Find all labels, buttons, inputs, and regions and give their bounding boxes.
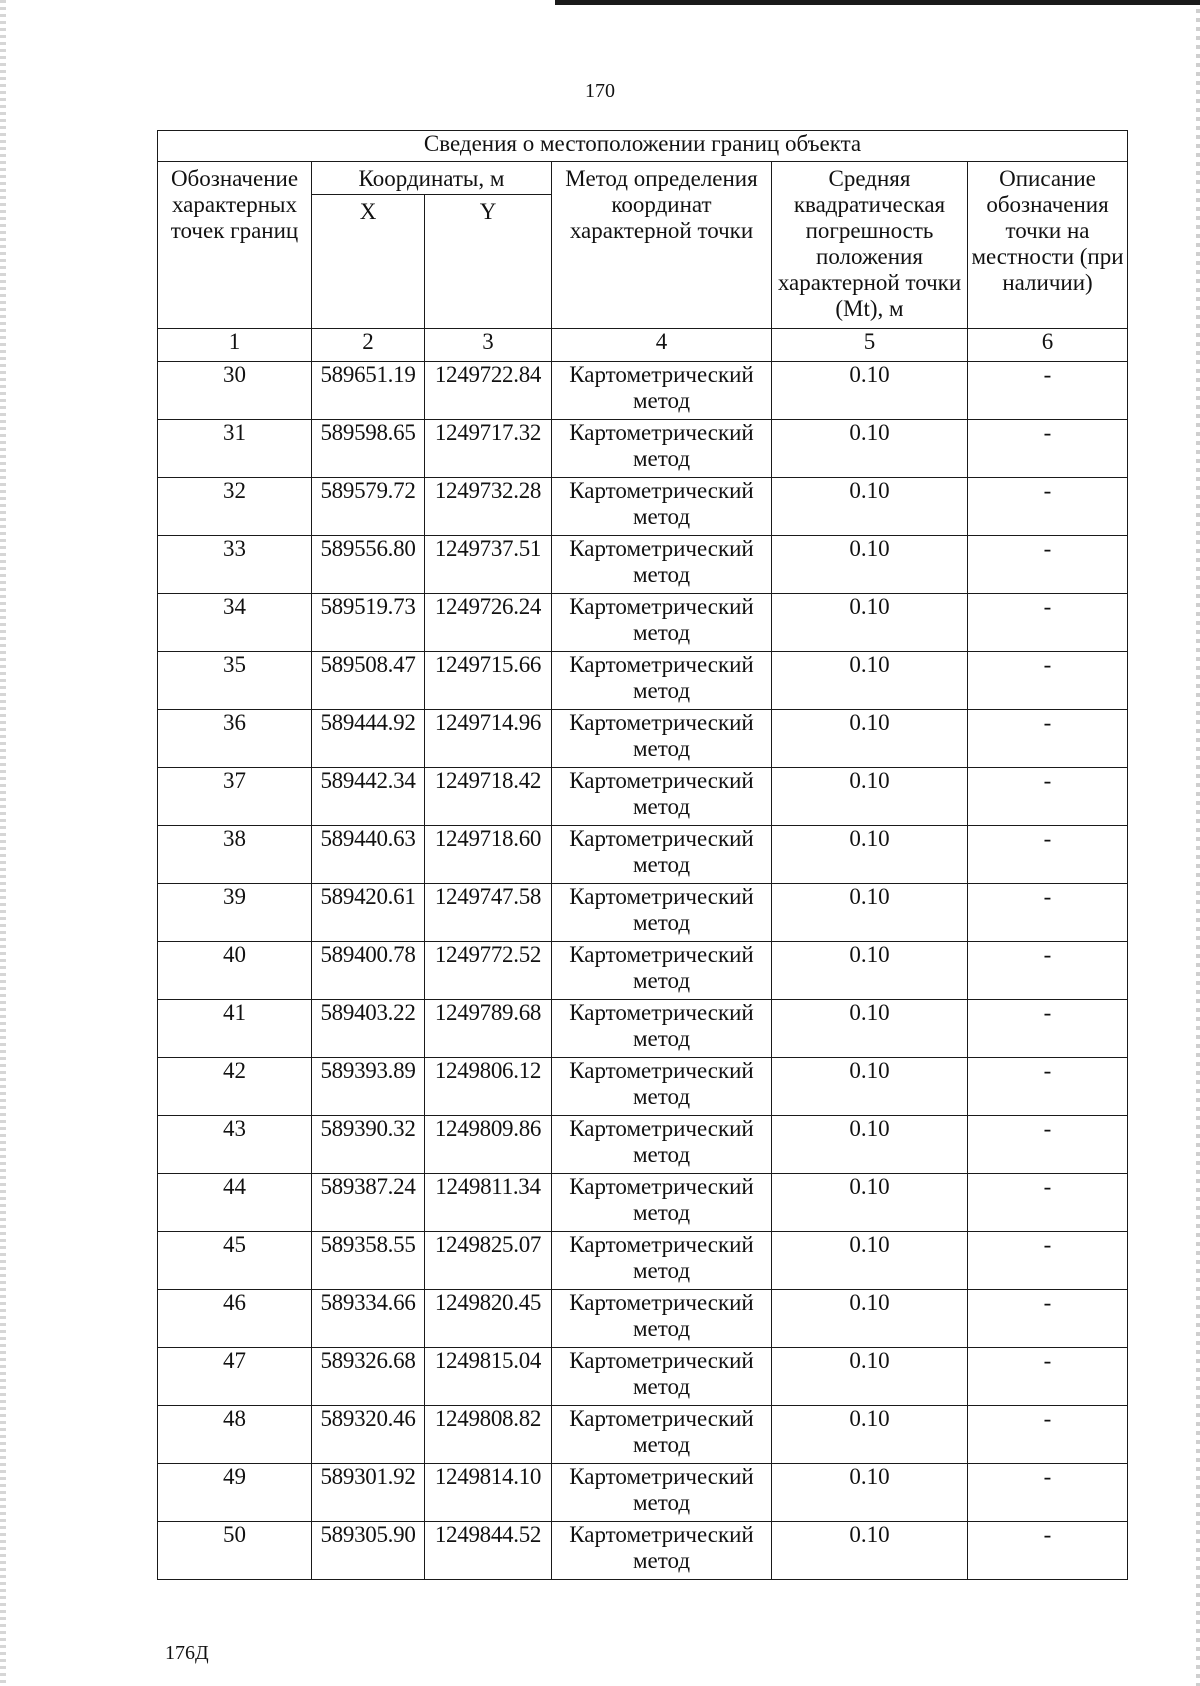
cell-description: - <box>968 826 1128 884</box>
cell-error: 0.10 <box>772 1406 968 1464</box>
cell-y: 1249718.60 <box>425 826 552 884</box>
header-x: X <box>312 195 425 329</box>
table-row <box>158 826 1128 884</box>
cell-x: 589400.78 <box>312 942 425 1000</box>
cell-x: 589334.66 <box>312 1290 425 1348</box>
cell-point: 46 <box>158 1290 312 1348</box>
cell-error: 0.10 <box>772 594 968 652</box>
column-number: 5 <box>772 329 968 362</box>
cell-x: 589519.73 <box>312 594 425 652</box>
cell-point: 40 <box>158 942 312 1000</box>
cell-point: 32 <box>158 478 312 536</box>
cell-y: 1249844.52 <box>425 1522 552 1580</box>
table-row <box>158 478 1128 536</box>
table-row <box>158 1406 1128 1464</box>
cell-y: 1249726.24 <box>425 594 552 652</box>
table-row <box>158 1174 1128 1232</box>
cell-error: 0.10 <box>772 710 968 768</box>
cell-method: Картометрический метод <box>552 362 772 420</box>
cell-point: 38 <box>158 826 312 884</box>
table-row <box>158 652 1128 710</box>
cell-method: Картометрический метод <box>552 1348 772 1406</box>
cell-y: 1249808.82 <box>425 1406 552 1464</box>
header-y: Y <box>425 195 552 329</box>
table-row <box>158 1348 1128 1406</box>
cell-point: 41 <box>158 1000 312 1058</box>
cell-error: 0.10 <box>772 884 968 942</box>
cell-error: 0.10 <box>772 1058 968 1116</box>
cell-y: 1249814.10 <box>425 1464 552 1522</box>
cell-method: Картометрический метод <box>552 1522 772 1580</box>
cell-description: - <box>968 1406 1128 1464</box>
cell-y: 1249789.68 <box>425 1000 552 1058</box>
table-row <box>158 710 1128 768</box>
cell-method: Картометрический метод <box>552 1464 772 1522</box>
cell-point: 39 <box>158 884 312 942</box>
cell-method: Картометрический метод <box>552 710 772 768</box>
cell-error: 0.10 <box>772 1000 968 1058</box>
cell-error: 0.10 <box>772 1522 968 1580</box>
cell-method: Картометрический метод <box>552 1116 772 1174</box>
cell-point: 47 <box>158 1348 312 1406</box>
cell-y: 1249825.07 <box>425 1232 552 1290</box>
cell-point: 44 <box>158 1174 312 1232</box>
cell-method: Картометрический метод <box>552 826 772 884</box>
cell-y: 1249732.28 <box>425 478 552 536</box>
column-number-row <box>158 329 1128 362</box>
cell-point: 49 <box>158 1464 312 1522</box>
cell-description: - <box>968 1464 1128 1522</box>
cell-x: 589393.89 <box>312 1058 425 1116</box>
column-number: 3 <box>425 329 552 362</box>
cell-x: 589442.34 <box>312 768 425 826</box>
cell-method: Картометрический метод <box>552 1058 772 1116</box>
cell-x: 589508.47 <box>312 652 425 710</box>
cell-description: - <box>968 1232 1128 1290</box>
cell-point: 30 <box>158 362 312 420</box>
cell-description: - <box>968 1522 1128 1580</box>
cell-y: 1249747.58 <box>425 884 552 942</box>
page-number: 170 <box>585 80 615 102</box>
cell-description: - <box>968 1000 1128 1058</box>
table-row <box>158 594 1128 652</box>
cell-y: 1249717.32 <box>425 420 552 478</box>
cell-error: 0.10 <box>772 1116 968 1174</box>
cell-error: 0.10 <box>772 1290 968 1348</box>
table-row <box>158 1000 1128 1058</box>
cell-description: - <box>968 884 1128 942</box>
cell-description: - <box>968 1116 1128 1174</box>
table-row <box>158 420 1128 478</box>
cell-y: 1249809.86 <box>425 1116 552 1174</box>
column-number: 6 <box>968 329 1128 362</box>
cell-method: Картометрический метод <box>552 478 772 536</box>
cell-point: 42 <box>158 1058 312 1116</box>
cell-description: - <box>968 594 1128 652</box>
cell-y: 1249820.45 <box>425 1290 552 1348</box>
header-point: Обозначение характерных точек границ <box>158 162 312 329</box>
cell-description: - <box>968 1290 1128 1348</box>
cell-x: 589320.46 <box>312 1406 425 1464</box>
cell-y: 1249718.42 <box>425 768 552 826</box>
cell-point: 45 <box>158 1232 312 1290</box>
cell-description: - <box>968 1058 1128 1116</box>
cell-error: 0.10 <box>772 1464 968 1522</box>
cell-y: 1249811.34 <box>425 1174 552 1232</box>
cell-error: 0.10 <box>772 536 968 594</box>
cell-error: 0.10 <box>772 1174 968 1232</box>
cell-method: Картометрический метод <box>552 1000 772 1058</box>
header-method: Метод определения координат характерной точки <box>552 162 772 329</box>
column-number: 1 <box>158 329 312 362</box>
table-body <box>158 362 1128 1580</box>
cell-method: Картометрический метод <box>552 1290 772 1348</box>
cell-error: 0.10 <box>772 1348 968 1406</box>
cell-y: 1249737.51 <box>425 536 552 594</box>
table-title: Сведения о местоположении границ объекта <box>158 131 1128 162</box>
cell-y: 1249714.96 <box>425 710 552 768</box>
cell-description: - <box>968 420 1128 478</box>
cell-method: Картометрический метод <box>552 420 772 478</box>
cell-x: 589403.22 <box>312 1000 425 1058</box>
cell-y: 1249772.52 <box>425 942 552 1000</box>
cell-method: Картометрический метод <box>552 1406 772 1464</box>
cell-method: Картометрический метод <box>552 768 772 826</box>
cell-error: 0.10 <box>772 1232 968 1290</box>
cell-point: 37 <box>158 768 312 826</box>
cell-error: 0.10 <box>772 362 968 420</box>
table-row <box>158 1464 1128 1522</box>
header-description: Описание обозначения точки на местности (при наличии) <box>968 162 1128 329</box>
cell-point: 48 <box>158 1406 312 1464</box>
table-row <box>158 884 1128 942</box>
header-coords: Координаты, м <box>312 162 552 195</box>
boundary-coordinates-table <box>157 130 1128 1580</box>
table-row <box>158 1290 1128 1348</box>
cell-description: - <box>968 362 1128 420</box>
cell-x: 589579.72 <box>312 478 425 536</box>
table-row <box>158 536 1128 594</box>
cell-description: - <box>968 536 1128 594</box>
cell-method: Картометрический метод <box>552 884 772 942</box>
cell-point: 43 <box>158 1116 312 1174</box>
cell-description: - <box>968 652 1128 710</box>
column-number: 4 <box>552 329 772 362</box>
table-row <box>158 1522 1128 1580</box>
cell-y: 1249722.84 <box>425 362 552 420</box>
cell-method: Картометрический метод <box>552 536 772 594</box>
cell-x: 589556.80 <box>312 536 425 594</box>
cell-x: 589326.68 <box>312 1348 425 1406</box>
cell-y: 1249815.04 <box>425 1348 552 1406</box>
cell-point: 36 <box>158 710 312 768</box>
cell-description: - <box>968 1348 1128 1406</box>
table-row <box>158 942 1128 1000</box>
cell-point: 31 <box>158 420 312 478</box>
cell-method: Картометрический метод <box>552 942 772 1000</box>
cell-method: Картометрический метод <box>552 594 772 652</box>
table-row <box>158 1232 1128 1290</box>
cell-description: - <box>968 768 1128 826</box>
cell-error: 0.10 <box>772 826 968 884</box>
cell-description: - <box>968 710 1128 768</box>
table-row <box>158 1058 1128 1116</box>
cell-x: 589387.24 <box>312 1174 425 1232</box>
cell-y: 1249806.12 <box>425 1058 552 1116</box>
cell-point: 35 <box>158 652 312 710</box>
cell-x: 589358.55 <box>312 1232 425 1290</box>
cell-point: 50 <box>158 1522 312 1580</box>
cell-x: 589651.19 <box>312 362 425 420</box>
cell-method: Картометрический метод <box>552 1232 772 1290</box>
cell-error: 0.10 <box>772 420 968 478</box>
cell-x: 589305.90 <box>312 1522 425 1580</box>
scan-edge-left <box>0 0 6 1686</box>
table-row <box>158 768 1128 826</box>
table-row <box>158 1116 1128 1174</box>
cell-error: 0.10 <box>772 942 968 1000</box>
cell-method: Картометрический метод <box>552 1174 772 1232</box>
scan-bar-top <box>555 0 1200 5</box>
cell-y: 1249715.66 <box>425 652 552 710</box>
cell-x: 589390.32 <box>312 1116 425 1174</box>
scan-edge-right <box>1196 0 1200 1686</box>
cell-point: 33 <box>158 536 312 594</box>
cell-x: 589598.65 <box>312 420 425 478</box>
cell-error: 0.10 <box>772 768 968 826</box>
cell-method: Картометрический метод <box>552 652 772 710</box>
column-number: 2 <box>312 329 425 362</box>
cell-description: - <box>968 1174 1128 1232</box>
cell-x: 589420.61 <box>312 884 425 942</box>
table-row <box>158 362 1128 420</box>
cell-description: - <box>968 942 1128 1000</box>
header-error: Средняя квадратическая погрешность положения характерной точки (Mt), м <box>772 162 968 329</box>
cell-description: - <box>968 478 1128 536</box>
cell-x: 589440.63 <box>312 826 425 884</box>
cell-point: 34 <box>158 594 312 652</box>
footer-code: 176Д <box>165 1642 209 1664</box>
cell-x: 589444.92 <box>312 710 425 768</box>
cell-x: 589301.92 <box>312 1464 425 1522</box>
cell-error: 0.10 <box>772 652 968 710</box>
cell-error: 0.10 <box>772 478 968 536</box>
